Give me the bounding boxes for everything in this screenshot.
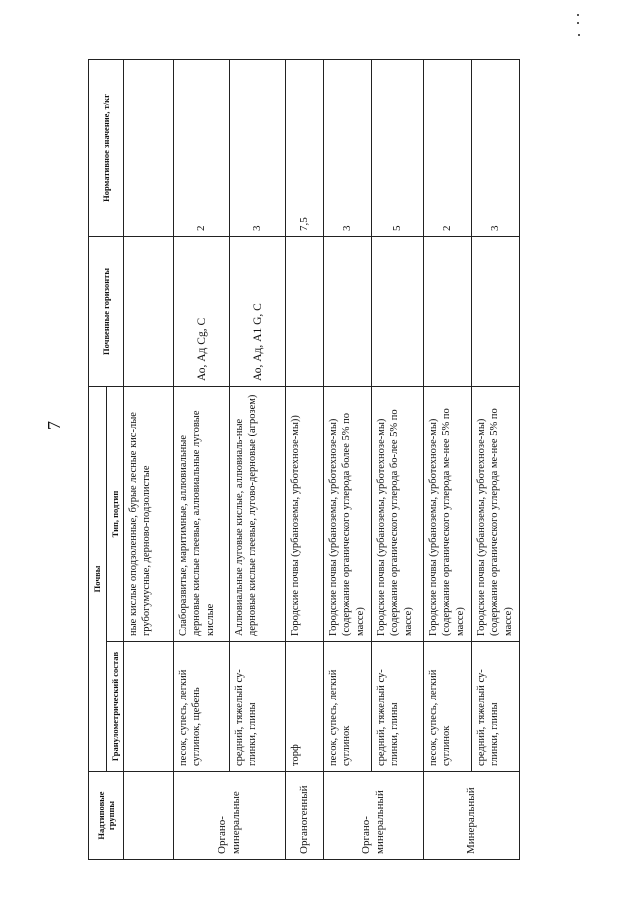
cell-horizons bbox=[372, 236, 424, 386]
cell-horizons bbox=[124, 236, 174, 386]
cell-type: Городские почвы (урбаноземы, урботехнозе-мы) (содержание органического углерода ме-нее 5% по массе) bbox=[424, 386, 472, 641]
header-granulometry: Гранулометрический состав bbox=[106, 642, 124, 772]
cell-group: Органо-минеральные bbox=[174, 772, 286, 860]
soil-table bbox=[88, 59, 520, 860]
cell-group: Минеральный bbox=[424, 772, 520, 860]
cell-horizons bbox=[472, 236, 520, 386]
cell-norm: 2 bbox=[174, 59, 230, 236]
header-norm: Нормативное значение, т/кг bbox=[89, 59, 124, 236]
cell-granulometry: торф bbox=[286, 642, 324, 772]
page-number: 7 bbox=[44, 421, 64, 430]
cell-type: Городские почвы (урбаноземы, урботехнозе-мы) (содержание органического углерода более 5% по массе) bbox=[324, 386, 372, 641]
cell-group: Органогенный bbox=[286, 772, 324, 860]
header-soils: Почвы bbox=[89, 386, 107, 771]
scan-speck bbox=[577, 22, 579, 24]
cell-horizons: Ао, Ад Cg, C bbox=[174, 236, 230, 386]
header-group: Надтиповые группы bbox=[89, 772, 124, 860]
header-type: Тип, подтип bbox=[106, 386, 124, 641]
cell-granulometry: средний, тяжелый су-глинки, глины bbox=[472, 642, 520, 772]
cell-granulometry: песок, супесь, легкий суглинок bbox=[324, 642, 372, 772]
cell-type: Аллювиальные луговые кислые, аллювиаль-ные дерновые кислые глеевые, лугово-дерновые (агрозем) bbox=[230, 386, 286, 641]
cell-granulometry: средний, тяжелый су-глинки, глины bbox=[230, 642, 286, 772]
cell-group: Органо-минеральный bbox=[324, 772, 424, 860]
table-row bbox=[424, 59, 472, 859]
cell-horizons bbox=[424, 236, 472, 386]
cell-group bbox=[124, 772, 174, 860]
cell-norm: 3 bbox=[472, 59, 520, 236]
cell-type: Городские почвы (урбаноземы, урботехнозе-мы) (содержание органического углерода ме-нее 5% по массе) bbox=[472, 386, 520, 641]
table-row bbox=[472, 59, 520, 859]
table-row bbox=[230, 59, 286, 859]
cell-horizons: Ао, Ад, А1 G, C bbox=[230, 236, 286, 386]
table-row bbox=[174, 59, 230, 859]
cell-norm: 3 bbox=[324, 59, 372, 236]
header-horizons: Почвенные горизонты bbox=[89, 236, 124, 386]
rotated-table-container bbox=[88, 60, 514, 860]
cell-granulometry: песок, супесь, легкий суглинок, щебень bbox=[174, 642, 230, 772]
cell-type: Слаборазвитые, маритимные, аллювиальные дерновые кислые глеевые, аллювиальные луговые кислые bbox=[174, 386, 230, 641]
cell-norm: 3 bbox=[230, 59, 286, 236]
cell-type: Городские почвы (урбаноземы, урботехнозе-мы)) bbox=[286, 386, 324, 641]
table-row bbox=[124, 59, 174, 859]
scan-speck bbox=[578, 34, 580, 36]
cell-norm: 5 bbox=[372, 59, 424, 236]
table-row bbox=[324, 59, 372, 859]
cell-horizons bbox=[324, 236, 372, 386]
scan-speck bbox=[577, 14, 579, 16]
cell-type: Городские почвы (урбаноземы, урботехнозе-мы) (содержание органического углерода бо-лее 5% по массе) bbox=[372, 386, 424, 641]
cell-granulometry: песок, супесь, легкий суглинок bbox=[424, 642, 472, 772]
cell-norm: 2 bbox=[424, 59, 472, 236]
cell-type: ные кислые оподзоленные, бурые лесные кис-лые грубогумусные, дерново-подзолистые bbox=[124, 386, 174, 641]
cell-norm: 7,5 bbox=[286, 59, 324, 236]
cell-granulometry: средний, тяжелый су-глинки, глины bbox=[372, 642, 424, 772]
cell-norm bbox=[124, 59, 174, 236]
cell-horizons bbox=[286, 236, 324, 386]
cell-granulometry bbox=[124, 642, 174, 772]
table-row bbox=[372, 59, 424, 859]
table-row bbox=[286, 59, 324, 859]
